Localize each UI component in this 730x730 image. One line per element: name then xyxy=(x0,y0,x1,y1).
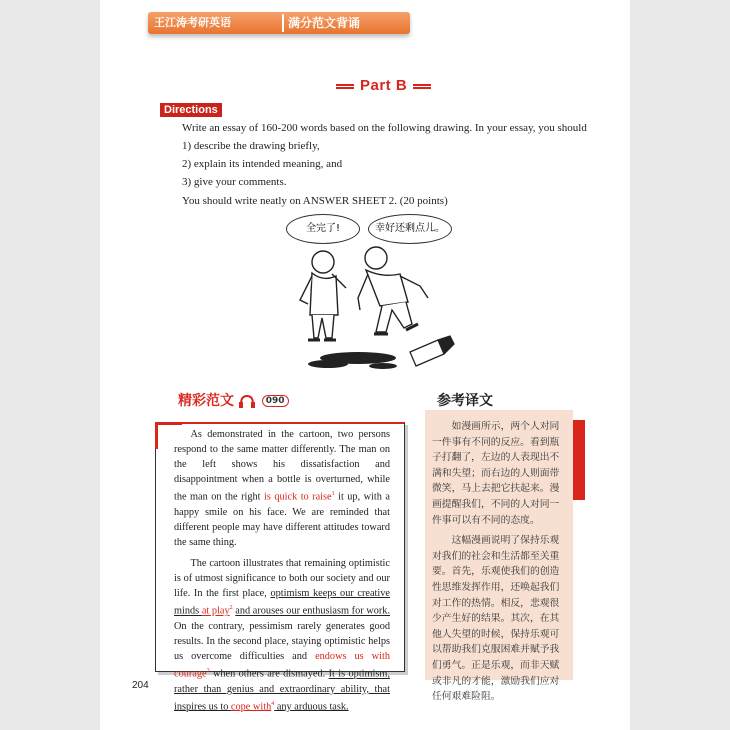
title-dash-right xyxy=(413,84,431,89)
directions-line: You should write neatly on ANSWER SHEET 2. (20 points) xyxy=(182,195,448,207)
directions-line: 1) describe the drawing briefly, xyxy=(182,140,320,152)
man-left-figure xyxy=(300,251,346,340)
audio-track-number: 090 xyxy=(262,395,289,407)
speech-bubble-left: 全完了! xyxy=(286,214,360,244)
translation-paragraph-1: 如漫画所示，两个人对同一件事有不同的反应。看到瓶子打翻了，左边的人表现出不满和失望；而右边的人则面带微笑，马上去把它扶起来。漫画提醒我们，不同的人对同一件事可以有不同的态度。 xyxy=(432,421,560,526)
bottle-figure xyxy=(410,336,454,366)
speech-bubble-right: 幸好还剩点儿。 xyxy=(368,214,452,244)
headphones-icon xyxy=(239,394,255,408)
essay-text xyxy=(174,427,390,720)
keyword-highlight: at play xyxy=(201,605,230,617)
part-title: Part B xyxy=(330,77,437,94)
translation-label: 参考译文 xyxy=(437,393,493,409)
directions-badge: Directions xyxy=(160,103,222,117)
translation-edge-tab xyxy=(573,420,585,500)
spilled-puddle xyxy=(308,352,397,369)
translation-paragraph-2: 这幅漫画说明了保持乐观对我们的社会和生活都至关重要。首先，乐观使我们的创造性思维发挥作用，还唤起我们对工作的热情。相反，悲观很少产生好的结果。其次，在其他人失望的时候，保持乐观可以帮助我们克服困难并赋予我们勇气。正是乐观，而非天赋或非凡的才能，激励我们应对任何艰难险阻。 xyxy=(432,535,560,703)
essay-paragraph-1: As demonstrated in the cartoon, two persons respond to the same matter differently. The man on the left shows his dissatisfaction and disappointment when a bottle is overturned, while the man on the right is quick to raise$^1$ it up, with a happy smile on his face. We are reminded that different people may have different attitudes toward the same thing. xyxy=(174,429,390,549)
directions-line: 3) give your comments. xyxy=(182,176,287,188)
cartoon-illustration xyxy=(288,240,538,380)
header-banner xyxy=(148,12,410,34)
directions-line: 2) explain its intended meaning, and xyxy=(182,158,343,170)
keyword-highlight: endows us with courage xyxy=(174,651,390,680)
page-number: 204 xyxy=(132,680,149,691)
page xyxy=(100,0,630,730)
essay-paragraph-2: The cartoon illustrates that remaining optimistic is of utmost significance to both our society and our life. In the first place, optimism keeps our creative minds at play$^2$ and arouses our enthusiasm for work. On the contrary, pessimism rarely generates good results. In the second place, staying optimistic helps us overcome difficulties and endows us with courage$^3$ when others are dismayed. It is optimism, rather than genius and extraordinary ability, that inspires us to cope with$^4$ any arduous task. xyxy=(174,558,391,713)
keyword-highlight: is quick to raise xyxy=(264,491,332,503)
directions-line: Write an essay of 160-200 words based on the following drawing. In your essay, you should xyxy=(182,122,587,134)
header-divider xyxy=(282,14,284,32)
header-book-title: 王江涛考研英语 xyxy=(154,16,231,29)
title-dash-left xyxy=(336,84,354,89)
translation-text xyxy=(432,419,568,710)
header-series-title: 满分范文背诵 xyxy=(288,16,361,30)
keyword-highlight: cope with xyxy=(230,701,272,713)
sample-essay-label: 精彩范文 090 xyxy=(178,390,289,410)
man-right-figure xyxy=(358,247,428,334)
